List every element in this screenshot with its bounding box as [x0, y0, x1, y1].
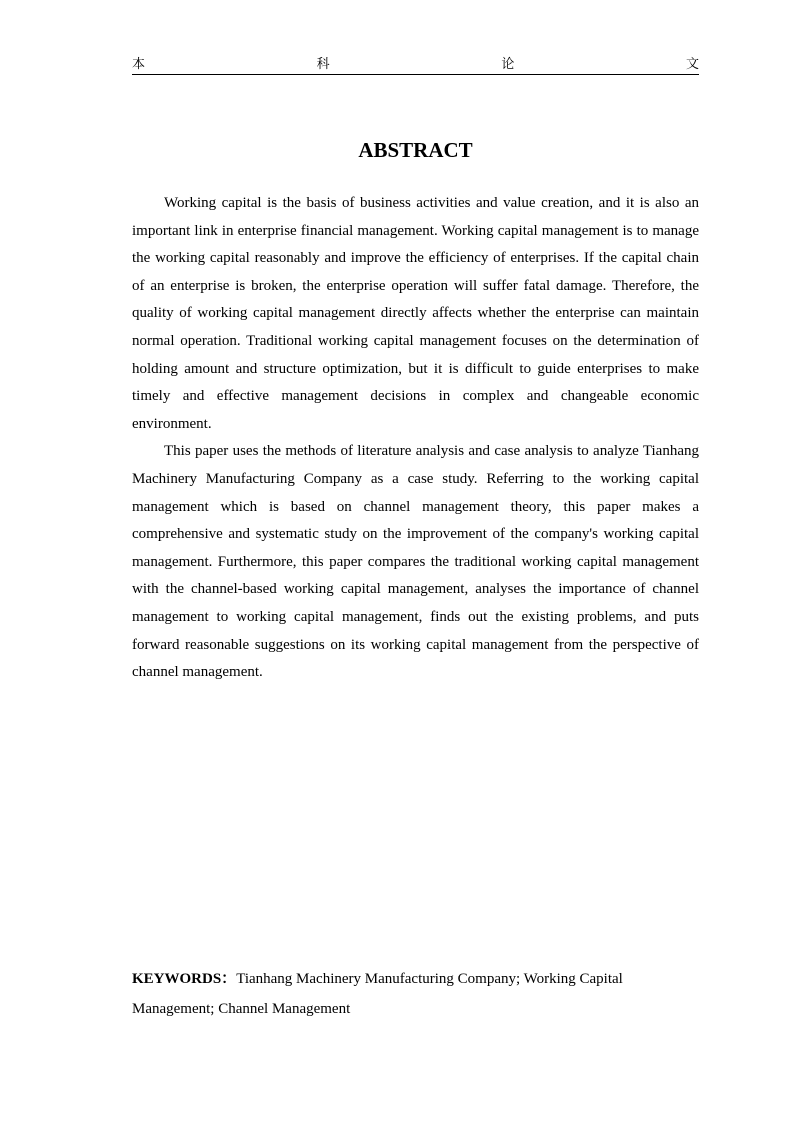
header-char-2: 科 — [316, 57, 330, 72]
keywords-section — [132, 964, 699, 1024]
abstract-body — [132, 190, 699, 687]
abstract-paragraph-2: This paper uses the methods of literature analysis and case analysis to analyze Tianhang Machinery Manufacturing Company as a case study. Referring to the working capital management which is based on channel management theory, this paper makes a comprehensive and systematic study on the improvement of the company's working capital management. Furthermore, this paper compares the traditional working capital management with the channel-based working capital management, analyses the importance of channel management to working capital management, finds out the existing problems, and puts forward reasonable suggestions on its working capital management from the perspective of channel management. — [132, 443, 699, 681]
header-char-1: 本 — [132, 57, 146, 72]
keywords-label: KEYWORDS： — [132, 971, 237, 987]
header-char-4: 文 — [685, 57, 699, 72]
header-char-3: 论 — [501, 57, 515, 72]
page-header — [132, 54, 699, 75]
abstract-paragraph-1: Working capital is the basis of business activities and value creation, and it is also an important link in enterprise financial management. Working capital management is to manage the working capital reasonably and improve the efficiency of enterprises. If the capital chain of an enterprise is broken, the enterprise operation will suffer fatal damage. Therefore, the quality of working capital management directly affects whether the enterprise can maintain normal operation. Traditional working capital management focuses on the determination of holding amount and structure optimization, but it is difficult to guide enterprises to make timely and effective management decisions in complex and changeable economic environment. — [132, 195, 699, 432]
keywords-text: Tianhang Machinery Manufacturing Company; Working Capital Management; Channel Management — [132, 971, 623, 1017]
abstract-title: ABSTRACT — [358, 138, 473, 162]
